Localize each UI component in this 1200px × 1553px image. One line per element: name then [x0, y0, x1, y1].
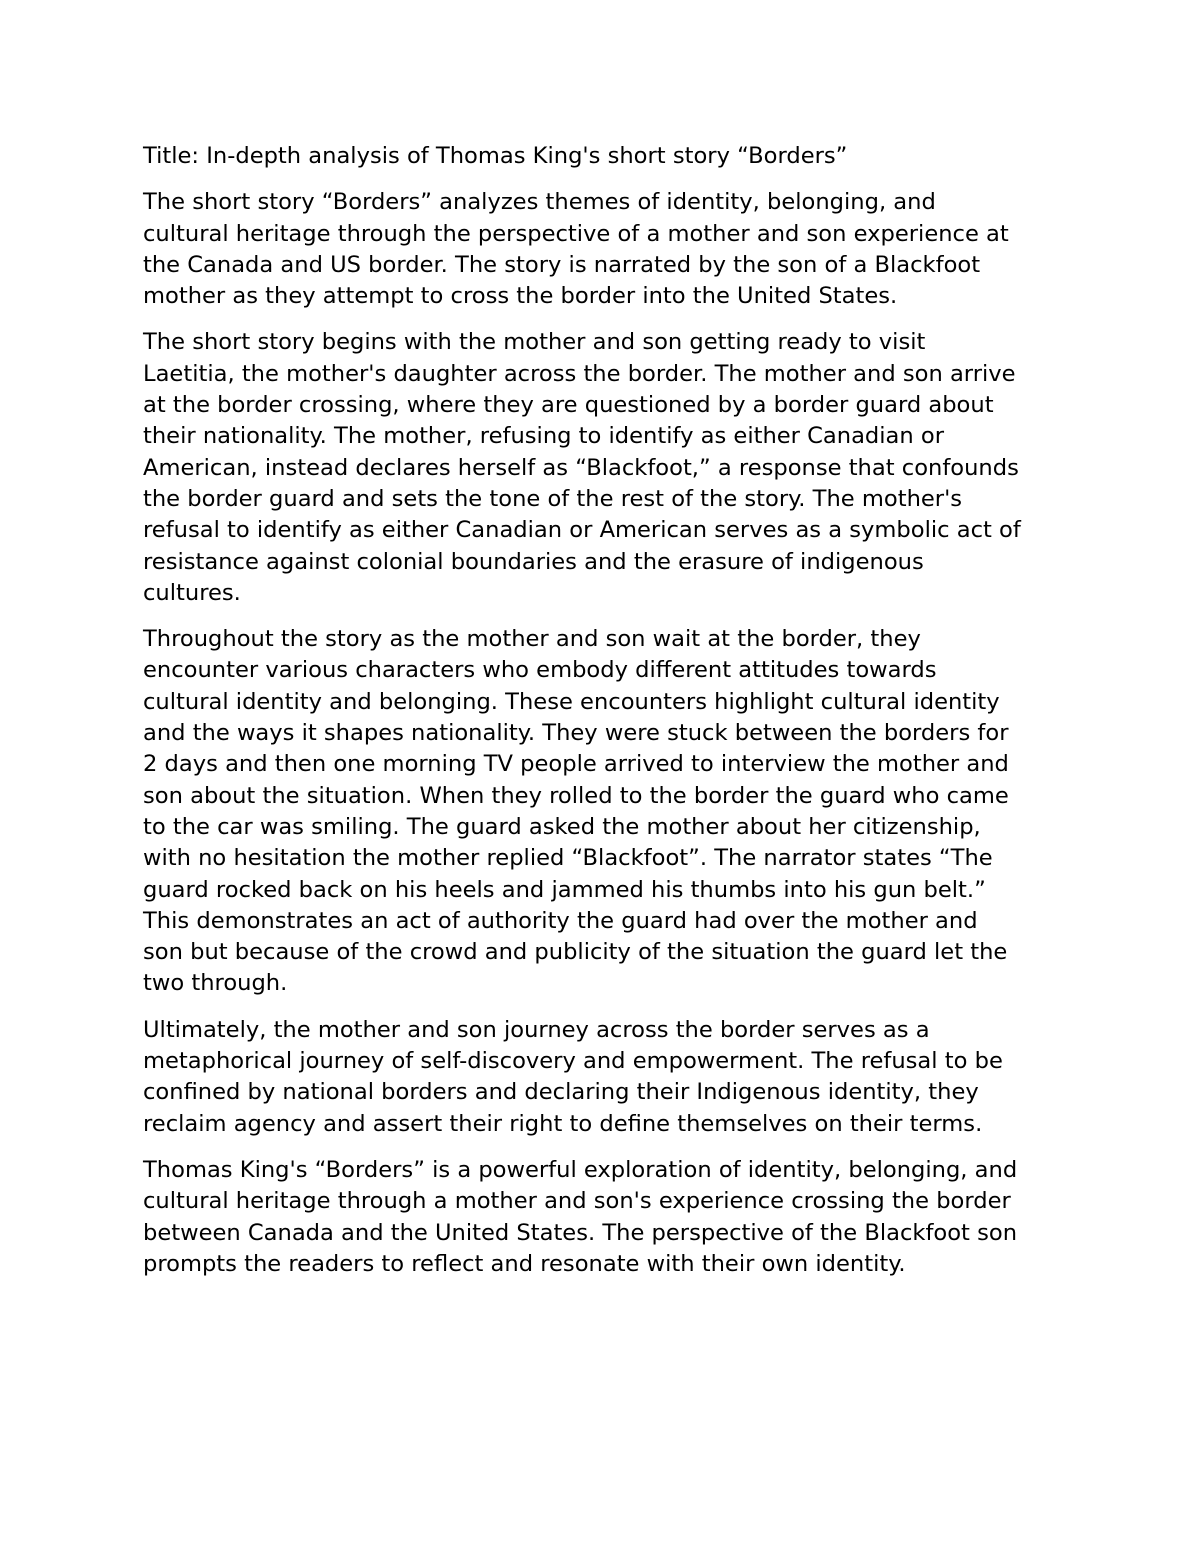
document-title: Title: In-depth analysis of Thomas King's short story “Borders” — [143, 143, 848, 169]
text-line: resistance against colonial boundaries and the erasure of indigenous — [143, 548, 924, 575]
text-line: at the border crossing, where they are questioned by a border guard about — [143, 392, 994, 419]
text-line: with no hesitation the mother replied “Blackfoot”. The narrator states “The — [143, 845, 993, 872]
text-line: 2 days and then one morning TV people arrived to interview the mother and — [143, 751, 1009, 778]
paragraph-journey — [143, 1015, 1068, 1140]
text-line: The short story begins with the mother and son getting ready to visit — [143, 329, 926, 356]
text-line: the border guard and sets the tone of the rest of the story. The mother's — [143, 485, 963, 512]
text-line: cultural heritage through the perspective of a mother and son experience at — [143, 220, 1009, 247]
text-line: prompts the readers to reflect and resonate with their own identity. — [143, 1250, 906, 1277]
text-line: American, instead declares herself as “Blackfoot,” a response that confounds — [143, 454, 1019, 481]
text-line: and the ways it shapes nationality. They were stuck between the borders for — [143, 720, 1009, 747]
text-line: Ultimately, the mother and son journey across the border serves as a — [143, 1016, 930, 1043]
document-body — [143, 141, 1068, 1295]
text-line: confined by national borders and declaring their Indigenous identity, they — [143, 1079, 979, 1106]
paragraph-introduction — [143, 187, 1068, 312]
paragraph-conclusion — [143, 1155, 1068, 1280]
text-line: cultures. — [143, 579, 241, 606]
text-line: son about the situation. When they rolled to the border the guard who came — [143, 782, 1009, 809]
text-line: cultural heritage through a mother and son's experience crossing the border — [143, 1188, 1011, 1215]
text-line: two through. — [143, 970, 288, 997]
paragraph-encounters — [143, 624, 1068, 1000]
text-line: encounter various characters who embody different attitudes towards — [143, 657, 937, 684]
text-line: This demonstrates an act of authority the guard had over the mother and — [143, 907, 978, 934]
text-line: to the car was smiling. The guard asked the mother about her citizenship, — [143, 813, 981, 840]
text-line: reclaim agency and assert their right to define themselves on their terms. — [143, 1110, 983, 1137]
text-line: the Canada and US border. The story is narrated by the son of a Blackfoot — [143, 251, 981, 278]
text-line: guard rocked back on his heels and jammed his thumbs into his gun belt.” — [143, 876, 986, 903]
text-line: Thomas King's “Borders” is a powerful exploration of identity, belonging, and — [143, 1156, 1018, 1183]
text-line: refusal to identify as either Canadian or American serves as a symbolic act of — [143, 517, 1021, 544]
text-line: Laetitia, the mother's daughter across the border. The mother and son arrive — [143, 360, 1016, 387]
text-line: their nationality. The mother, refusing to identify as either Canadian or — [143, 423, 945, 450]
text-line: son but because of the crowd and publicity of the situation the guard let the — [143, 939, 1008, 966]
text-line: mother as they attempt to cross the border into the United States. — [143, 283, 898, 310]
text-line: cultural identity and belonging. These encounters highlight cultural identity — [143, 688, 1000, 715]
text-line: Throughout the story as the mother and son wait at the border, they — [143, 626, 921, 653]
text-line: metaphorical journey of self-discovery and empowerment. The refusal to be — [143, 1048, 1003, 1075]
paragraph-story-beginning — [143, 327, 1068, 609]
text-line: between Canada and the United States. The perspective of the Blackfoot son — [143, 1219, 1018, 1246]
text-line: The short story “Borders” analyzes themes of identity, belonging, and — [143, 189, 936, 216]
